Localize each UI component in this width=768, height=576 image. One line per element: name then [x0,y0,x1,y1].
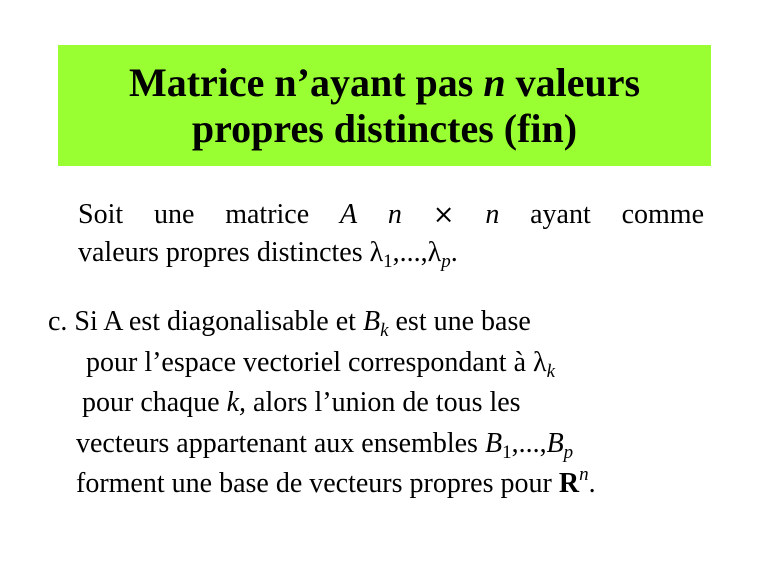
intro-word: Soit [78,199,124,230]
point-c-line-5 [48,464,596,505]
subscript: p [563,441,574,463]
text: c. Si A est diagonalisable et [48,306,363,337]
variable-b: B [546,427,564,459]
point-c-line-1 [48,302,596,343]
intro-variable-n: n [387,199,402,230]
lambda-symbol: λ [427,237,442,268]
intro-word: ayant [530,199,591,230]
subscript: k [546,360,556,382]
lambda-symbol: λ [533,346,547,378]
subscript: 1 [502,441,512,463]
text: vecteurs appartenant aux ensembles [76,427,485,459]
lambda-symbol: λ [369,237,384,268]
superscript: n [579,464,589,485]
title-line-1 [129,60,640,106]
intro-variable-a: A [339,199,358,230]
text: alors l’union de tous les [246,387,521,418]
intro-variable-n: n [485,199,500,230]
intro-line-2 [78,234,704,272]
real-numbers-symbol: R [558,468,580,499]
intro-word: une [153,199,195,230]
point-c-line-2 [48,343,596,384]
text: pour l’espace vectoriel correspondant à [86,346,534,378]
intro-word: matrice [225,199,310,230]
intro-paragraph [78,196,704,272]
variable-b: B [362,306,381,337]
point-c-paragraph [48,302,596,505]
title-text-a: Matrice n’ayant pas [128,59,484,105]
variable-k: k, [226,387,247,418]
period: . [450,237,458,268]
text: est une base [388,306,531,337]
text: pour chaque [82,387,227,418]
slide-title-box [58,45,711,166]
subscript: p [441,251,451,272]
ellipsis: ,..., [392,237,428,268]
subscript: k [380,320,389,341]
intro-line-1 [78,196,704,234]
title-line-2: propres distinctes (fin) [191,105,578,151]
intro-text: valeurs propres distinctes [78,237,370,268]
point-c-line-3 [48,383,596,424]
period: . [588,468,596,499]
times-symbol: × [432,200,455,230]
variable-b: B [484,427,503,459]
title-text-b: valeurs [505,59,641,105]
point-c-line-4 [48,424,596,465]
ellipsis: ,..., [511,427,547,459]
title-variable-n: n [483,59,506,105]
subscript: 1 [383,251,393,272]
text: forment une base de vecteurs propres pour [76,468,559,499]
intro-word: comme [621,199,704,230]
